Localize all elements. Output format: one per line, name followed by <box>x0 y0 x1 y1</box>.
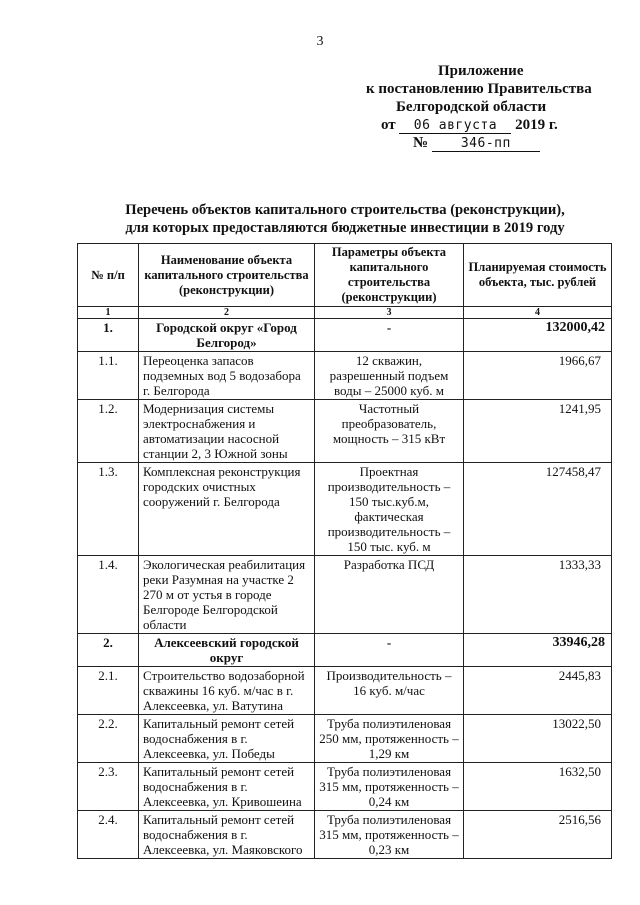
table-row <box>78 763 612 811</box>
row-cost: 127458,47 <box>464 463 612 556</box>
row-name: Алексеевский городской округ <box>139 634 315 667</box>
row-name: Капитальный ремонт сетей водоснабжения в г. Алексеевка, ул. Победы <box>139 715 315 763</box>
table-row <box>78 667 612 715</box>
objects-table <box>77 243 612 859</box>
row-number: 1.4. <box>78 556 139 634</box>
row-name: Экологическая реабилитация реки Разумная на участке 2 270 м от устья в городе Белгороде Белгородской области <box>139 556 315 634</box>
date-suffix: 2019 г. <box>515 117 558 133</box>
document-title <box>60 201 630 237</box>
page-number: 3 <box>316 34 324 49</box>
appendix-decree-line: к постановлению Правительства <box>366 81 592 97</box>
date-value: 06 августа <box>399 118 511 134</box>
row-params: - <box>315 634 464 667</box>
table-row <box>78 811 612 859</box>
title-line-1: Перечень объектов капитального строительства (реконструкции), <box>125 202 565 218</box>
row-cost: 13022,50 <box>464 715 612 763</box>
number-prefix: № <box>413 135 429 151</box>
table-header-row <box>78 244 612 307</box>
row-number: 2.1. <box>78 667 139 715</box>
row-number: 2.2. <box>78 715 139 763</box>
row-name: Капитальный ремонт сетей водоснабжения в г. Алексеевка, ул. Кривошеина <box>139 763 315 811</box>
row-params: Труба полиэтиленовая 315 мм, протяженность – 0,23 км <box>315 811 464 859</box>
number-value: 346-пп <box>432 136 540 152</box>
column-number: 4 <box>464 307 612 319</box>
table-row <box>78 352 612 400</box>
row-cost: 2516,56 <box>464 811 612 859</box>
row-params: Труба полиэтиленовая 315 мм, протяженность – 0,24 км <box>315 763 464 811</box>
row-number: 2.3. <box>78 763 139 811</box>
row-name: Модернизация системы электроснабжения и автоматизации насосной станции 2, 3 Южной зоны <box>139 400 315 463</box>
column-number-row <box>78 307 612 319</box>
appendix-number-line <box>300 134 600 152</box>
row-params: Труба полиэтиленовая 250 мм, протяженность – 1,29 км <box>315 715 464 763</box>
row-name: Капитальный ремонт сетей водоснабжения в г. Алексеевка, ул. Маяковского <box>139 811 315 859</box>
date-prefix: от <box>381 117 396 133</box>
row-number: 1. <box>78 319 139 352</box>
row-cost: 132000,42 <box>464 319 612 352</box>
table-row <box>78 634 612 667</box>
row-name: Комплексная реконструкция городских очистных сооружений г. Белгорода <box>139 463 315 556</box>
row-cost: 1966,67 <box>464 352 612 400</box>
row-cost: 2445,83 <box>464 667 612 715</box>
table-row <box>78 556 612 634</box>
row-cost: 1333,33 <box>464 556 612 634</box>
row-number: 1.2. <box>78 400 139 463</box>
header-name: Наименование объекта капитального строительства (реконструкции) <box>139 244 315 307</box>
row-name: Строительство водозаборной скважины 16 куб. м/час в г. Алексеевка, ул. Ватутина <box>139 667 315 715</box>
appendix-region-line: Белгородской области <box>396 99 547 115</box>
column-number: 1 <box>78 307 139 319</box>
header-params: Параметры объекта капитального строительства (реконструкции) <box>315 244 464 307</box>
row-number: 2. <box>78 634 139 667</box>
row-number: 1.3. <box>78 463 139 556</box>
row-name: Переоценка запасов подземных вод 5 водозабора г. Белгорода <box>139 352 315 400</box>
header-cost: Планируемая стоимость объекта, тыс. рублей <box>464 244 612 307</box>
table-row <box>78 463 612 556</box>
appendix-date-line <box>300 116 600 134</box>
table-row <box>78 715 612 763</box>
row-params: 12 скважин, разрешенный подъем воды – 25000 куб. м <box>315 352 464 400</box>
row-params: Производительность – 16 куб. м/час <box>315 667 464 715</box>
row-cost: 1632,50 <box>464 763 612 811</box>
table-row <box>78 400 612 463</box>
appendix-block <box>300 62 600 152</box>
row-cost: 33946,28 <box>464 634 612 667</box>
row-cost: 1241,95 <box>464 400 612 463</box>
row-params: Частотный преобразователь, мощность – 315 кВт <box>315 400 464 463</box>
title-line-2: для которых предоставляются бюджетные инвестиции в 2019 году <box>125 220 565 236</box>
row-params: Проектная производительность – 150 тыс.куб.м, фактическая производительность – 150 тыс. куб. м <box>315 463 464 556</box>
column-number: 2 <box>139 307 315 319</box>
table-row <box>78 319 612 352</box>
row-number: 2.4. <box>78 811 139 859</box>
row-number: 1.1. <box>78 352 139 400</box>
row-params: - <box>315 319 464 352</box>
column-number: 3 <box>315 307 464 319</box>
appendix-title: Приложение <box>438 63 524 79</box>
row-params: Разработка ПСД <box>315 556 464 634</box>
row-name: Городской округ «Город Белгород» <box>139 319 315 352</box>
header-num: № п/п <box>78 244 139 307</box>
